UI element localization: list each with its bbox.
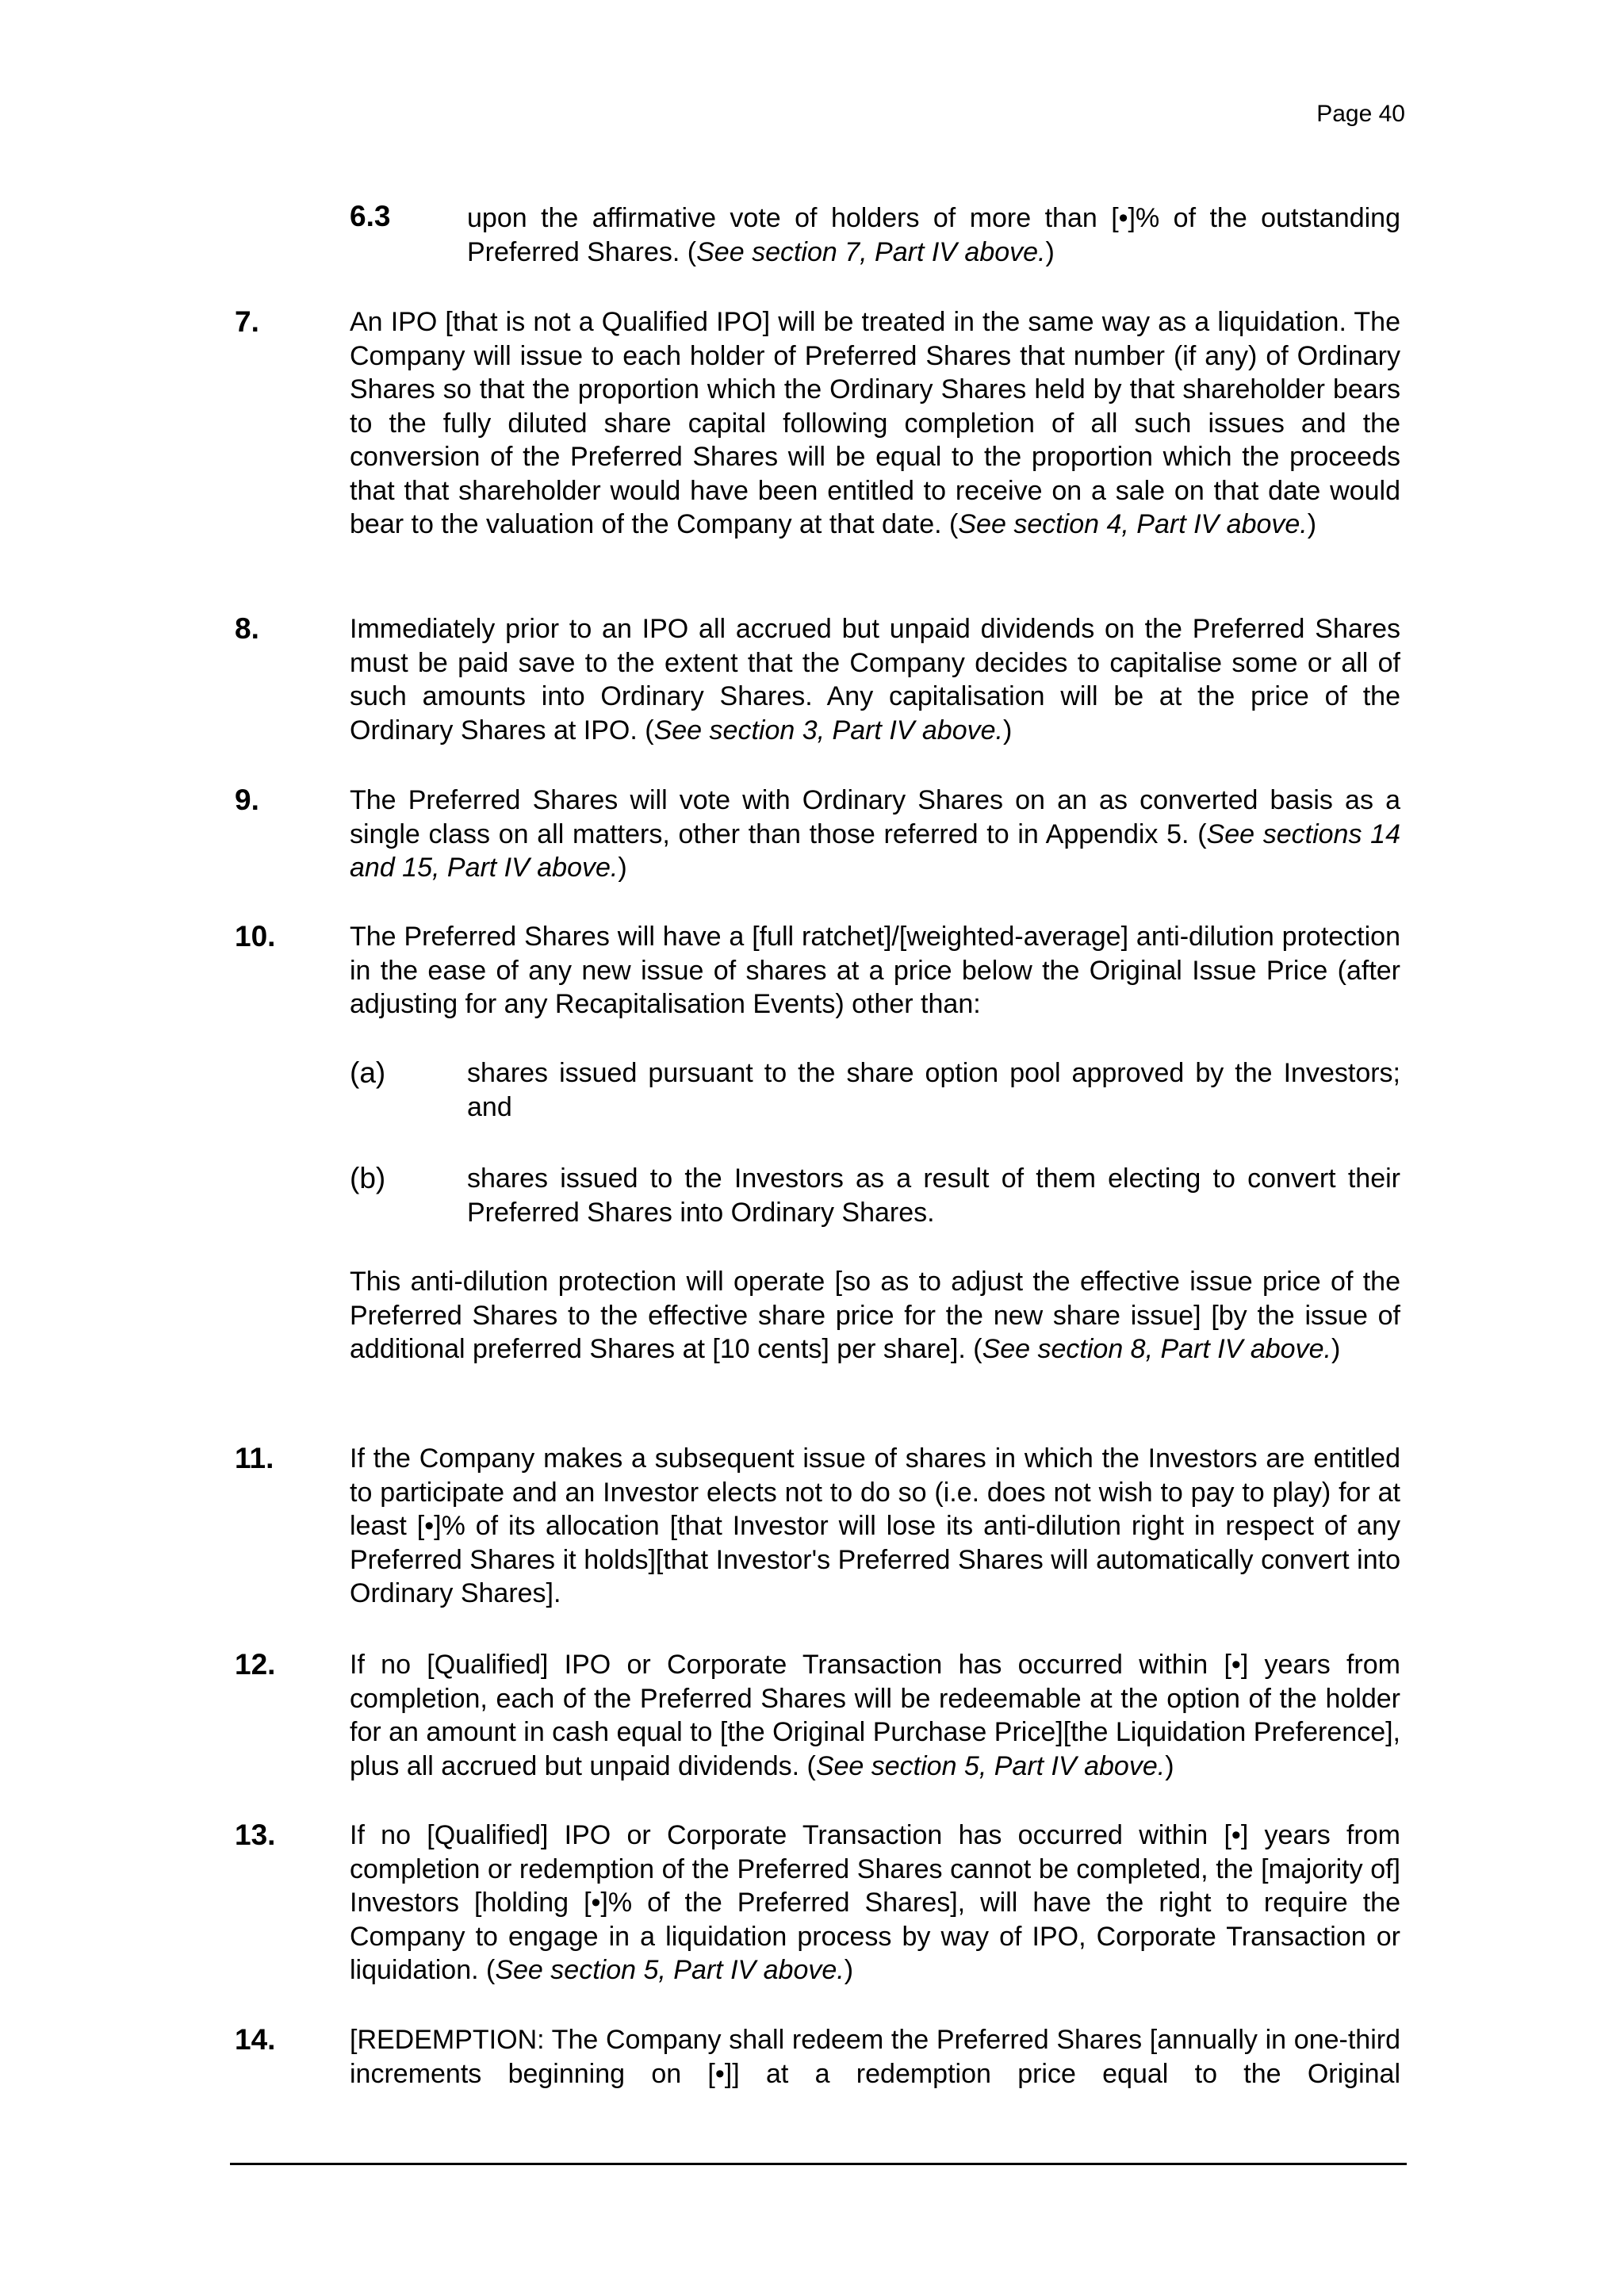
cross-reference: See section 3, Part IV above. xyxy=(653,715,1003,746)
cross-reference: See section 8, Part IV above. xyxy=(982,1334,1331,1364)
footer-divider xyxy=(230,2163,1407,2165)
clause-body: The Preferred Shares will have a [full ratchet]/[weighted-average] anti-dilution protection in the ease of any new issue of shares at a price below the Original Issue Price (after adjusting for any Recapitalisation Events) other than: xyxy=(350,922,1400,1019)
closing-paren: ) xyxy=(1307,509,1317,539)
clause-text xyxy=(350,1442,1400,1611)
clause-text xyxy=(350,612,1400,747)
closing-paren: ) xyxy=(1331,1334,1341,1364)
clause-number: 13. xyxy=(235,1819,276,1851)
clause-body: upon the affirmative vote of holders of more than [•]% of the outstanding Preferred Shares. ( xyxy=(467,203,1400,267)
clause-body: This anti-dilution protection will operate [so as to adjust the effective issue price of the Preferred Shares to the effective share price for the new share issue] [by the issue of additional preferred Shares at [10 cents] per share]. ( xyxy=(350,1267,1400,1364)
clause-body: Immediately prior to an IPO all accrued but unpaid dividends on the Preferred Shares must be paid save to the extent that the Company decides to capitalise some or all of such amounts into Ordinary Shares. Any capitalisation will be at the price of the Ordinary Shares at IPO. ( xyxy=(350,614,1400,746)
closing-paren: ) xyxy=(618,853,627,883)
closing-paren: ) xyxy=(1002,715,1013,746)
cross-reference: See sections 14 and 15, Part IV above. xyxy=(350,818,1401,883)
clause-text xyxy=(350,1819,1400,1987)
clause-body: [REDEMPTION: The Company shall redeem the Preferred Shares [annually in one-third increments beginning on [•]] at a redemption price equal to the Original xyxy=(350,2025,1400,2089)
sub-clause-text: shares issued pursuant to the share option pool approved by the Investors; and xyxy=(467,1058,1400,1122)
cross-reference: See section 4, Part IV above. xyxy=(958,509,1308,539)
clause-body: If no [Qualified] IPO or Corporate Transaction has occurred within [•] years from completion or redemption of the Preferred Shares cannot be completed, the [majority of] Investors [holding [•]% of the Preferred Shares], will have the right to require the Company to engage in a liquidation process by way of IPO, Corporate Transaction or liquidation. ( xyxy=(350,1820,1400,1985)
closing-paren: ) xyxy=(1045,236,1055,267)
clause-number: 8. xyxy=(235,612,259,645)
clause-text xyxy=(350,1648,1400,1783)
cross-reference: See section 7, Part IV above. xyxy=(696,236,1046,267)
clause-text xyxy=(467,201,1400,269)
sub-clause-label: (b) xyxy=(350,1162,386,1194)
cross-reference: See section 5, Part IV above. xyxy=(815,1750,1166,1781)
clause-number: 6.3 xyxy=(350,200,391,232)
clause-continuation xyxy=(350,1265,1400,1366)
sub-clause-text: shares issued to the Investors as a result of them electing to convert their Preferred Shares into Ordinary Shares. xyxy=(467,1163,1400,1228)
clause-body: If the Company makes a subsequent issue of shares in which the Investors are entitled to participate and an Investor elects not to do so (i.e. does not wish to pay to play) for at least [•]% of its allocation [that Investor will lose its anti-dilution right in respect of any Preferred Shares it holds][that Investor's Preferred Shares will automatically convert into Ordinary Shares]. xyxy=(350,1443,1400,1608)
clause-number: 7. xyxy=(235,305,259,338)
sub-clause-label: (a) xyxy=(350,1056,386,1089)
clause-number: 9. xyxy=(235,784,259,816)
closing-paren: ) xyxy=(844,1955,854,1985)
clause-body: If no [Qualified] IPO or Corporate Transaction has occurred within [•] years from completion, each of the Preferred Shares will be redeemable at the option of the holder for an amount in cash equal to [the Original Purchase Price][the Liquidation Preference], plus all accrued but unpaid dividends. ( xyxy=(350,1650,1400,1781)
closing-paren: ) xyxy=(1165,1750,1174,1781)
clause-body: The Preferred Shares will vote with Ordinary Shares on an as converted basis as a single class on all matters, other than those referred to in Appendix 5. ( xyxy=(350,785,1400,849)
clause-text xyxy=(350,305,1400,542)
clause-number: 14. xyxy=(235,2023,276,2056)
clause-text xyxy=(350,920,1400,1022)
clause-number: 12. xyxy=(235,1648,276,1681)
clause-number: 10. xyxy=(235,920,276,953)
clause-text xyxy=(350,784,1400,885)
clause-number: 11. xyxy=(235,1442,274,1474)
page-number: Page 40 xyxy=(1316,101,1405,127)
cross-reference: See section 5, Part IV above. xyxy=(495,1955,845,1985)
clause-body: An IPO [that is not a Qualified IPO] will be treated in the same way as a liquidation. The Company will issue to each holder of Preferred Shares that number (if any) of Ordinary Shares so that the proportion which the Ordinary Shares held by that shareholder bears to the fully diluted share capital following completion of all such issues and the conversion of the Preferred Shares will be equal to the proportion which the proceeds that that shareholder would have been entitled to receive on a sale on that date would bear to the valuation of the Company at that date. ( xyxy=(350,307,1400,539)
clause-text xyxy=(350,2023,1400,2091)
